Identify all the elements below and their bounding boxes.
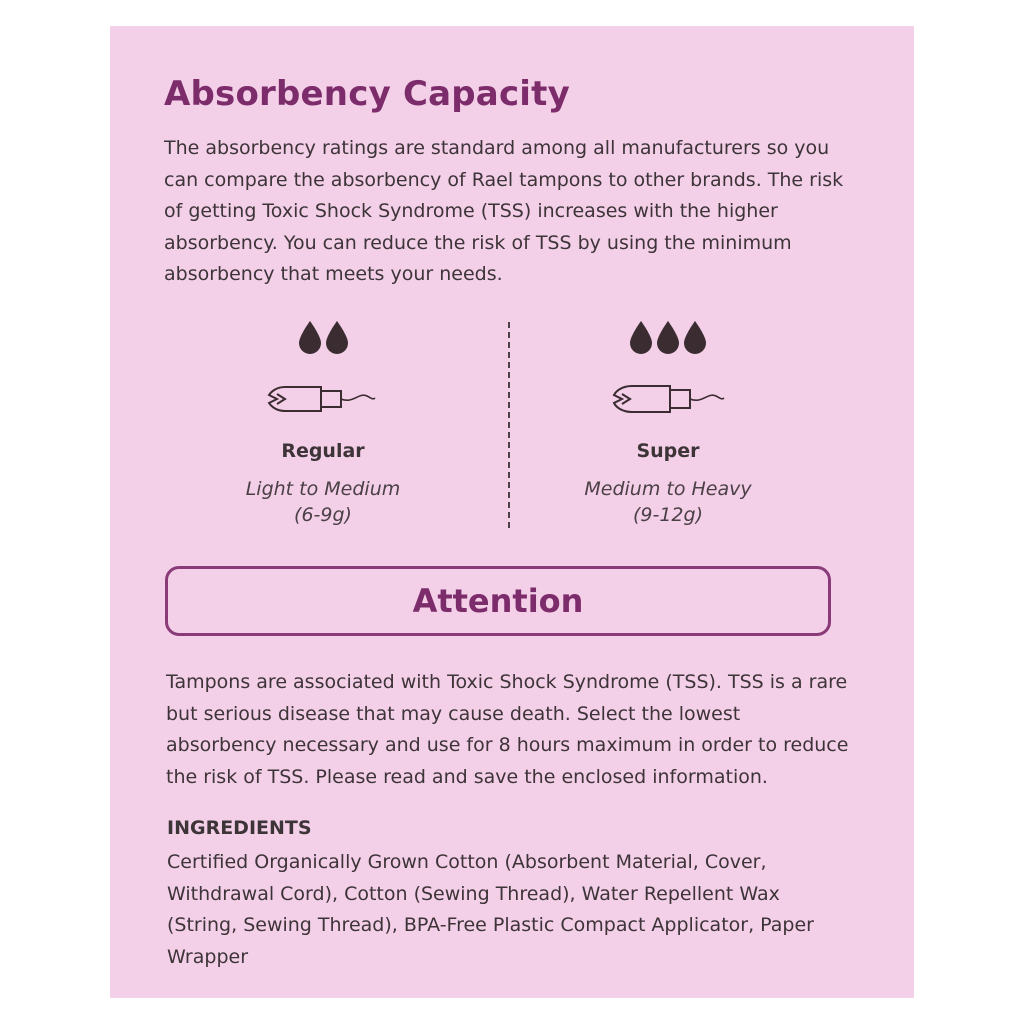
product-name: Regular [281,440,365,462]
attention-heading: Attention [412,582,584,620]
intro-paragraph: The absorbency ratings are standard among all manufacturers so you can compare the absorbency of Rael tampons to other brands. The risk of getting Toxic Shock Syndrome (TSS) increases with the higher absorbency. You can reduce the risk of TSS by using the minimum absorbency that meets your needs. [164,137,844,285]
flow-label: Medium to Heavy [584,478,752,500]
section-title: Absorbency Capacity [164,74,570,114]
drop-icon [656,320,680,354]
drop-rating [528,320,808,360]
gram-range: (9-12g) [632,504,703,526]
gram-range: (6-9g) [294,504,352,526]
dashed-divider [508,322,510,528]
tampon-icon [528,382,808,422]
flow-label: Light to Medium [245,478,401,500]
drop-rating [183,320,463,360]
attention-box [165,566,831,636]
drop-icon [629,320,653,354]
product-range [528,476,808,528]
product-regular [183,320,463,528]
drop-icon [683,320,707,354]
product-super [528,320,808,528]
ingredients-heading: INGREDIENTS [167,817,312,839]
product-name: Super [636,440,700,462]
product-range [183,476,463,528]
ingredients-text: Certified Organically Grown Cotton (Absorbent Material, Cover, Withdrawal Cord), Cotton (Sewing Thread), Water Repellent Wax (String, Sewing Thread), BPA-Free Plastic Compact Applicator, Paper Wrapper [167,851,814,968]
drop-icon [325,320,349,354]
warning-paragraph: Tampons are associated with Toxic Shock Syndrome (TSS). TSS is a rare but serious disease that may cause death. Select the lowest absorbency necessary and use for 8 hours maximum in order to reduce the risk of TSS. Please read and save the enclosed information. [166,671,849,788]
drop-icon [298,320,322,354]
tampon-icon [183,382,463,422]
